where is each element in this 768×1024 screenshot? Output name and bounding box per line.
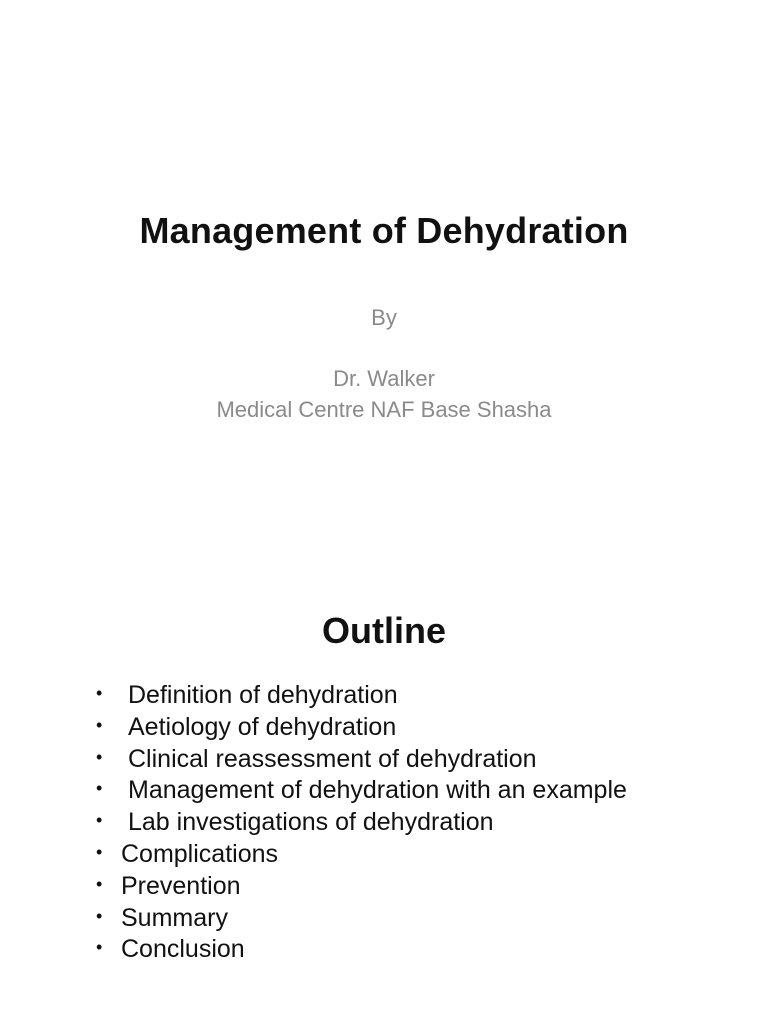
list-item [96,712,716,744]
bullet-icon: • [96,778,103,799]
list-item [96,807,716,839]
list-item-text: Prevention [121,871,241,900]
list-item [96,680,716,712]
bullet-icon: • [96,841,103,862]
bullet-icon: • [96,746,103,767]
author-name: Dr. Walker [333,366,435,391]
bullet-icon: • [96,810,103,831]
list-item-text: Aetiology of dehydration [128,712,397,741]
presentation-title: Management of Dehydration [139,210,629,251]
list-item [96,903,716,935]
outline-title: Outline [322,610,446,651]
list-item-text: Definition of dehydration [128,681,398,709]
bullet-icon: • [96,683,103,703]
by-line: By [371,305,397,330]
bullet-icon: • [96,873,103,894]
list-item [96,775,716,807]
list-item-text: Summary [121,903,228,932]
list-item [96,839,716,871]
list-item [96,934,716,966]
list-item [96,744,716,776]
list-item-text: Lab investigations of dehydration [128,808,494,837]
list-item-text: Management of dehydration with an example [128,776,627,805]
bullet-icon: • [96,937,103,958]
outline-slide [0,512,768,1024]
bullet-icon: • [96,714,103,735]
outline-list [96,680,716,966]
subtitle-block [0,302,768,425]
bullet-icon: • [96,905,103,926]
list-item [96,871,716,903]
list-item-text: Conclusion [121,935,245,964]
subtitle-spacer [0,333,768,363]
list-item-text: Clinical reassessment of dehydration [128,744,537,773]
list-item-text: Complications [121,839,279,868]
author-affiliation: Medical Centre NAF Base Shasha [216,397,552,422]
